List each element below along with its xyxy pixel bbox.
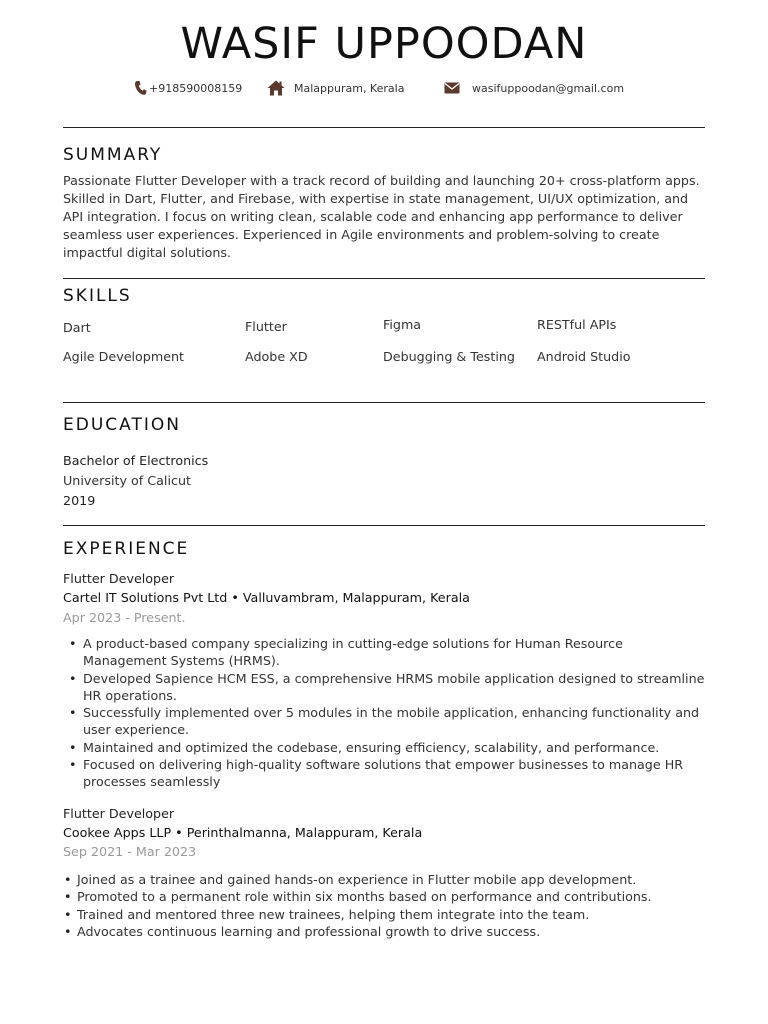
education-year: 2019 — [63, 493, 96, 508]
education-school: University of Calicut — [63, 473, 191, 488]
phone-icon — [134, 80, 147, 96]
candidate-name: WASIF UPPOODAN — [180, 19, 588, 69]
skill-item: Debugging & Testing — [383, 349, 515, 364]
job-company: Cookee Apps LLP • Perinthalmanna, Malappuram, Kerala — [63, 825, 423, 840]
contact-email — [444, 78, 624, 98]
job-title: Flutter Developer — [63, 571, 175, 586]
list-item: • Advocates continuous learning and professional growth to drive success. — [63, 923, 708, 940]
home-icon — [267, 80, 285, 96]
divider — [63, 278, 705, 279]
contact-phone — [134, 78, 242, 98]
job-title: Flutter Developer — [63, 806, 175, 821]
list-item: • A product-based company specializing in cutting-edge solutions for Human Resource Management Systems (HRMS). — [63, 635, 708, 670]
list-item: • Focused on delivering high-quality software solutions that empower businesses to manage HR processes seamlessly — [63, 756, 708, 791]
summary-text: Passionate Flutter Developer with a track record of building and launching 20+ cross-platform apps. Skilled in Dart, Flutter, and Firebase, with expertise in state management, UI/UX optimization, and API integration. I focus on writing clean, scalable code and enhancing app performance to deliver seamless user experiences. Experienced in Agile environments and problem-solving to create impactful digital solutions. — [63, 173, 700, 260]
job-dates: Apr 2023 - Present. — [63, 610, 186, 625]
skill-item: Figma — [383, 317, 422, 332]
summary-heading: SUMMARY — [63, 145, 163, 165]
experience-heading: EXPERIENCE — [63, 539, 190, 559]
job-bullets — [63, 635, 708, 791]
contact-bar — [0, 78, 768, 98]
list-item: • Joined as a trainee and gained hands-on experience in Flutter mobile app development. — [63, 871, 708, 888]
skill-item: Android Studio — [537, 349, 631, 364]
skill-item: Agile Development — [63, 349, 185, 364]
envelope-icon — [444, 82, 460, 94]
job-bullets — [63, 871, 708, 940]
skill-item: Dart — [63, 320, 91, 335]
list-item: • Promoted to a permanent role within six months based on performance and contributions. — [63, 888, 708, 905]
email-text[interactable]: wasifuppoodan@gmail.com — [472, 81, 625, 95]
skill-item: Flutter — [245, 319, 287, 334]
skill-item: Adobe XD — [245, 349, 308, 364]
job-dates: Sep 2021 - Mar 2023 — [63, 844, 197, 859]
education-degree: Bachelor of Electronics — [63, 453, 209, 468]
divider — [63, 127, 705, 128]
skill-item: RESTful APIs — [537, 317, 617, 332]
list-item: • Developed Sapience HCM ESS, a comprehensive HRMS mobile application designed to streamline HR operations. — [63, 670, 708, 705]
divider — [63, 525, 705, 526]
phone-text: +918590008159 — [149, 81, 243, 95]
list-item: • Successfully implemented over 5 modules in the mobile application, enhancing functionality and user experience. — [63, 704, 708, 739]
divider — [63, 402, 705, 403]
list-item: • Maintained and optimized the codebase, ensuring efficiency, scalability, and performance. — [63, 739, 708, 756]
list-item: • Trained and mentored three new trainees, helping them integrate into the team. — [63, 906, 708, 923]
education-heading: EDUCATION — [63, 415, 181, 435]
location-text: Malappuram, Kerala — [294, 81, 405, 95]
contact-location — [267, 78, 404, 98]
job-company: Cartel IT Solutions Pvt Ltd • Valluvambram, Malappuram, Kerala — [63, 590, 470, 605]
skills-heading: SKILLS — [63, 286, 132, 306]
